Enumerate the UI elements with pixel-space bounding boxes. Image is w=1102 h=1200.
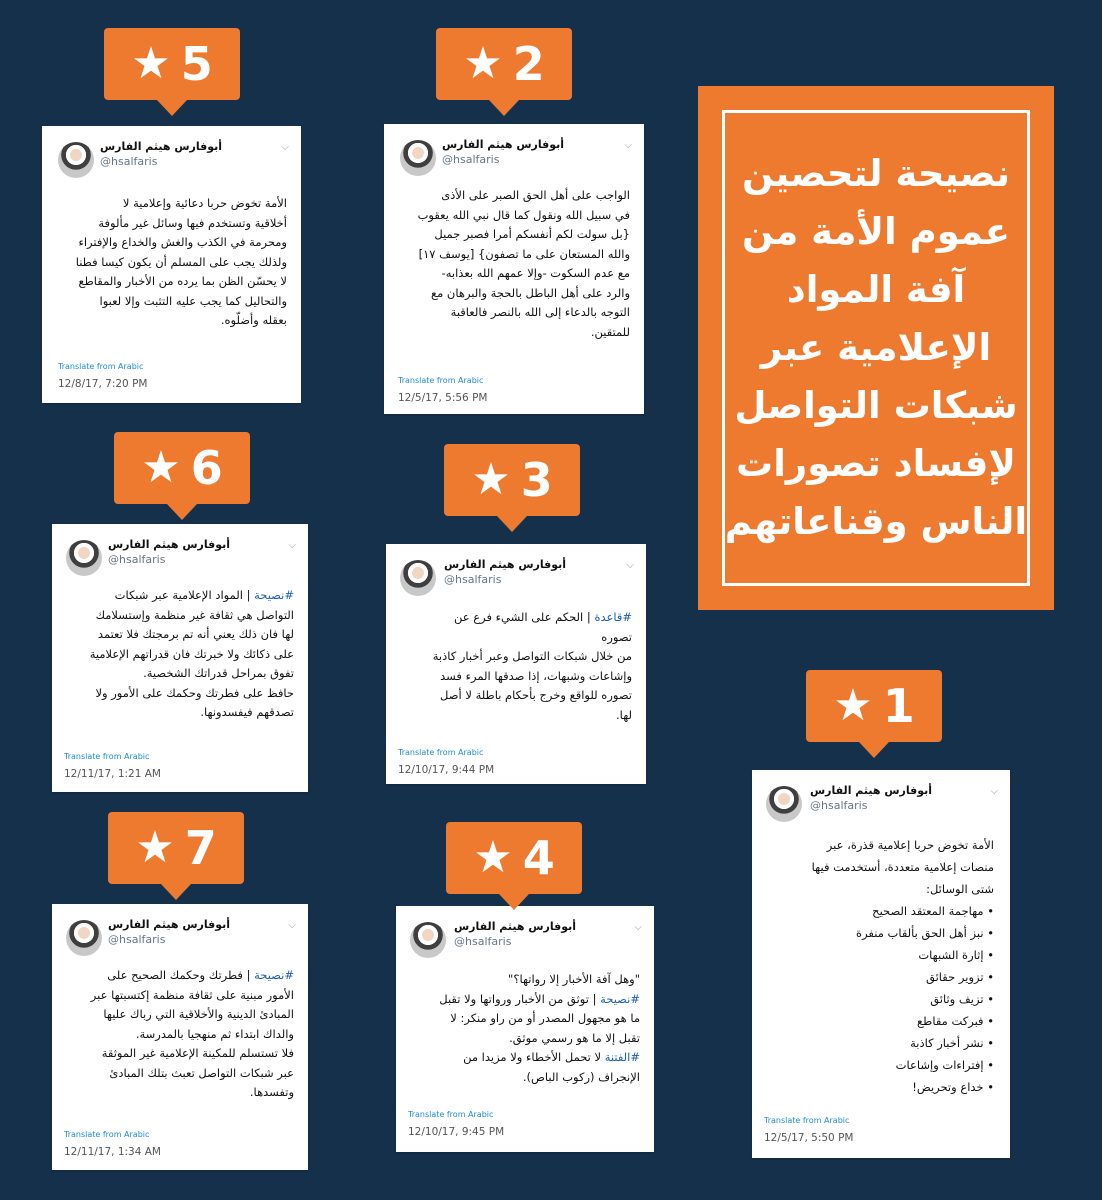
star-icon: ★ bbox=[141, 442, 181, 493]
badge-number: 6 bbox=[190, 441, 223, 495]
tweet-line: شتى الوسائل: bbox=[926, 882, 994, 896]
chevron-down-icon[interactable]: ⌵ bbox=[288, 920, 296, 931]
title-line: شبكات التواصل bbox=[734, 384, 1018, 427]
hashtag-link[interactable]: #نصيحة bbox=[600, 991, 640, 1006]
avatar bbox=[66, 540, 102, 576]
badge-1 bbox=[806, 670, 942, 742]
tweet-line: وتفسدها. bbox=[249, 1085, 294, 1099]
tweet-line: منصات إعلامية متعددة، أستخدمت فيها bbox=[811, 860, 994, 874]
list-item: • إثارة الشبهات bbox=[764, 944, 994, 966]
title-box bbox=[698, 86, 1054, 610]
title-line: نصيحة لتحصين bbox=[742, 152, 1010, 195]
avatar bbox=[66, 920, 102, 956]
tweet-line: من خلال شبكات التواصل وعبر أخبار كاذبة bbox=[432, 649, 632, 663]
badge-number: 2 bbox=[512, 37, 545, 91]
title-line: آفة المواد bbox=[786, 268, 966, 311]
translate-link[interactable]: Translate from Arabic bbox=[764, 1116, 850, 1125]
chevron-down-icon[interactable]: ⌵ bbox=[634, 922, 642, 933]
tweet-line: أخلاقية وتستخدم فيها وسائل غير مألوفة bbox=[98, 215, 287, 230]
tweet-line-text: | فطرتك وحكمك الصحيح على bbox=[107, 968, 251, 982]
tweet-card-7 bbox=[52, 904, 308, 1170]
avatar bbox=[410, 922, 446, 958]
bullet-list bbox=[764, 900, 994, 1098]
tweet-line: تصدقهم فيفسدونها. bbox=[200, 705, 294, 719]
user-name: أبوفارس هيثم الفارس bbox=[108, 538, 230, 551]
tweet-line: تصوره للواقع وخرج بأحكام باطلة لا أصل bbox=[440, 688, 632, 702]
tweet-line: لها فان ذلك يعني أنه تم برمجتك فلا تعتمد bbox=[97, 627, 294, 641]
tweet-text bbox=[396, 186, 630, 342]
tweet-line-text: | توثق من الأخبار ورواتها ولا تقبل bbox=[439, 991, 597, 1006]
tweet-card-2 bbox=[384, 124, 644, 414]
tweet-line: الأمة تخوض حربا دعائية وإعلامية لا bbox=[122, 196, 287, 210]
tweet-line: والداك ابتداء ثم منهجيا بالمدرسة. bbox=[135, 1026, 294, 1041]
tweet-card-4 bbox=[396, 906, 654, 1152]
tweet-line: ما هو مجهول المصدر أو من راو منكر: لا bbox=[450, 1011, 640, 1025]
tweet-line: تقبل إلا ما هو رسمي موثق. bbox=[509, 1030, 640, 1045]
title-line: لإفساد تصورات bbox=[736, 442, 1016, 485]
tweet-line: الواجب على أهل الحق الصبر على الأذى bbox=[441, 188, 630, 202]
tweet-card-5 bbox=[42, 126, 301, 403]
user-name: أبوفارس هيثم الفارس bbox=[442, 138, 564, 151]
badge-3 bbox=[444, 444, 580, 516]
list-item: • مهاجمة المعتقد الصحيح bbox=[764, 900, 994, 922]
tweet-line: تصوره bbox=[601, 629, 632, 644]
tweet-line: "وهل آفة الأخبار إلا رواتها؟" bbox=[508, 972, 640, 986]
tweet-line: في سبيل الله ونقول كما قال نبي الله يعقوب bbox=[417, 207, 630, 222]
avatar bbox=[400, 140, 436, 176]
tweet-line: والرد على أهل الباطل بالحجة والبرهان مع bbox=[431, 285, 630, 300]
tweet-line: ولذلك يجب على المسلم أن يكون كيسا فطنا bbox=[75, 254, 287, 269]
tweet-timestamp: 12/5/17, 5:50 PM bbox=[764, 1132, 854, 1144]
user-handle: @hsalfaris bbox=[442, 153, 500, 166]
tweet-line: حافظ على فطرتك وحكمك على الأمور ولا bbox=[95, 685, 294, 700]
hashtag-link[interactable]: #نصيحة bbox=[254, 588, 294, 602]
tweet-timestamp: 12/11/17, 1:34 AM bbox=[64, 1146, 161, 1158]
page-title bbox=[717, 145, 1035, 551]
translate-link[interactable]: Translate from Arabic bbox=[64, 1130, 150, 1139]
chevron-down-icon[interactable]: ⌵ bbox=[990, 786, 998, 797]
list-item: • تزوير حقائق bbox=[764, 966, 994, 988]
tweet-text bbox=[62, 966, 294, 1103]
tweet-text bbox=[764, 834, 994, 1098]
tweet-timestamp: 12/5/17, 5:56 PM bbox=[398, 392, 488, 404]
tweet-text bbox=[60, 194, 287, 331]
tweet-line: بعقله وأضلّوه. bbox=[220, 313, 287, 327]
user-handle: @hsalfaris bbox=[454, 935, 512, 948]
star-icon: ★ bbox=[131, 38, 171, 89]
tweet-line: ومحرمة في الكذب والغش والخداع والإفتراء bbox=[78, 235, 287, 249]
list-item: • تزيف وثائق bbox=[764, 988, 994, 1010]
tweet-line: مع عدم السكوت -وإلا عمهم الله بعذابه- bbox=[441, 266, 630, 280]
badge-number: 5 bbox=[180, 37, 213, 91]
tweet-line: الإنجراف (ركوب الباص). bbox=[522, 1069, 640, 1084]
user-name: أبوفارس هيثم الفارس bbox=[108, 918, 230, 931]
list-item: • إفتراءات وإشاعات bbox=[764, 1054, 994, 1076]
tweet-text bbox=[62, 586, 294, 723]
tweet-card-3 bbox=[386, 544, 646, 784]
tweet-timestamp: 12/10/17, 9:44 PM bbox=[398, 764, 495, 776]
star-icon: ★ bbox=[473, 832, 513, 883]
chevron-down-icon[interactable]: ⌵ bbox=[626, 560, 634, 571]
badge-number: 7 bbox=[184, 821, 217, 875]
hashtag-link[interactable]: #الفتنة bbox=[604, 1050, 640, 1064]
star-icon: ★ bbox=[135, 822, 175, 873]
tweet-timestamp: 12/10/17, 9:45 PM bbox=[408, 1126, 505, 1138]
user-handle: @hsalfaris bbox=[108, 933, 166, 946]
user-name: أبوفارس هيثم الفارس bbox=[444, 558, 566, 571]
user-name: أبوفارس هيثم الفارس bbox=[100, 140, 222, 153]
tweet-line bbox=[62, 966, 294, 986]
badge-7 bbox=[108, 812, 244, 884]
user-handle: @hsalfaris bbox=[108, 553, 166, 566]
chevron-down-icon[interactable]: ⌵ bbox=[624, 140, 632, 151]
badge-4 bbox=[446, 822, 582, 894]
tweet-line: والله المستعان على ما تصفون} [يوسف ١٧] bbox=[418, 246, 630, 261]
tweet-line: تفوق بمراحل قدراتك الشخصية. bbox=[143, 666, 294, 680]
tweet-card-1 bbox=[752, 770, 1010, 1158]
tweet-line-text: | المواد الإعلامية عبر شبكات bbox=[114, 588, 251, 602]
list-item: • فبركت مقاطع bbox=[764, 1010, 994, 1032]
tweet-line bbox=[406, 1048, 640, 1068]
tweet-line: الأمور مبنية على ثقافة منظمة إكتسبتها عبر bbox=[90, 987, 294, 1002]
tweet-line-text: | الحكم على الشيء فرع عن bbox=[453, 610, 591, 624]
tweet-line: المبادئ الدينية والأخلاقية التي رباك عليها bbox=[103, 1007, 294, 1021]
translate-link[interactable]: Translate from Arabic bbox=[398, 748, 484, 757]
tweet-timestamp: 12/11/17, 1:21 AM bbox=[64, 768, 161, 780]
tweet-line: لها. bbox=[616, 707, 632, 722]
user-handle: @hsalfaris bbox=[100, 155, 158, 168]
tweet-line bbox=[62, 586, 294, 606]
badge-6 bbox=[114, 432, 250, 504]
tweet-timestamp: 12/8/17, 7:20 PM bbox=[58, 378, 148, 390]
tweet-line: والتحاليل كما يجب عليه التثبت وإلا لعبوا bbox=[99, 293, 287, 308]
translate-link[interactable]: Translate from Arabic bbox=[408, 1110, 494, 1119]
tweet-line bbox=[398, 608, 632, 628]
badge-number: 1 bbox=[882, 679, 915, 733]
tweet-line: التواصل هي ثقافة غير منظمة وإستسلامك bbox=[95, 607, 294, 622]
tweet-line bbox=[406, 990, 640, 1010]
hashtag-link[interactable]: #قاعدة bbox=[594, 610, 632, 624]
tweet-line: عبر شبكات التواصل تعبث بتلك المبادئ bbox=[109, 1065, 294, 1080]
tweet-text bbox=[406, 970, 640, 1087]
title-line: عموم الأمة من bbox=[742, 210, 1010, 253]
list-item: • نبز أهل الحق بألقاب منفرة bbox=[764, 922, 994, 944]
tweet-line-text: لا تحمل الأخطاء ولا مزيدا من bbox=[463, 1050, 602, 1064]
tweet-line: للمتقين. bbox=[590, 324, 630, 339]
tweet-line: {بل سولت لكم أنفسكم أمرا فصبر جميل bbox=[434, 227, 630, 241]
badge-2 bbox=[436, 28, 572, 100]
title-frame bbox=[722, 110, 1030, 586]
avatar bbox=[58, 142, 94, 178]
tweet-line: الأمة تخوض حربا إعلامية قذرة، عبر bbox=[826, 838, 994, 852]
badge-number: 3 bbox=[520, 453, 553, 507]
user-name: أبوفارس هيثم الفارس bbox=[454, 920, 576, 933]
star-icon: ★ bbox=[471, 454, 511, 505]
tweet-line: فلا تستسلم للمكينة الإعلامية غير الموثقة bbox=[101, 1046, 294, 1060]
translate-link[interactable]: Translate from Arabic bbox=[58, 362, 144, 371]
user-handle: @hsalfaris bbox=[444, 573, 502, 586]
tweet-line: لا يحسّن الظن بما يرده من الأخبار والمقاطع bbox=[78, 274, 287, 288]
badge-number: 4 bbox=[522, 831, 555, 885]
star-icon: ★ bbox=[833, 680, 873, 731]
tweet-text bbox=[398, 608, 632, 725]
list-item: • نشر أخبار كاذبة bbox=[764, 1032, 994, 1054]
avatar bbox=[766, 786, 802, 822]
hashtag-link[interactable]: #نصيحة bbox=[254, 968, 294, 982]
badge-5 bbox=[104, 28, 240, 100]
title-line: الناس وقناعاتهم bbox=[724, 500, 1028, 543]
tweet-card-6 bbox=[52, 524, 308, 792]
avatar bbox=[400, 560, 436, 596]
translate-link[interactable]: Translate from Arabic bbox=[64, 752, 150, 761]
user-handle: @hsalfaris bbox=[810, 799, 868, 812]
title-line: الإعلامية عبر bbox=[760, 326, 992, 369]
chevron-down-icon[interactable]: ⌵ bbox=[288, 540, 296, 551]
star-icon: ★ bbox=[463, 38, 503, 89]
translate-link[interactable]: Translate from Arabic bbox=[398, 376, 484, 385]
user-name: أبوفارس هيثم الفارس bbox=[810, 784, 932, 797]
chevron-down-icon[interactable]: ⌵ bbox=[281, 142, 289, 153]
list-item: • خداع وتحريض! bbox=[764, 1076, 994, 1098]
tweet-line: على ذكائك ولا خبرتك فان قدراتهم الإعلامية bbox=[89, 646, 294, 661]
tweet-line: التوجه بالدعاء إلى الله بالنصر فالعاقبة bbox=[450, 305, 630, 319]
tweet-line: وإشاعات وشبهات، إذا صدقها المرء فسد bbox=[440, 668, 632, 683]
